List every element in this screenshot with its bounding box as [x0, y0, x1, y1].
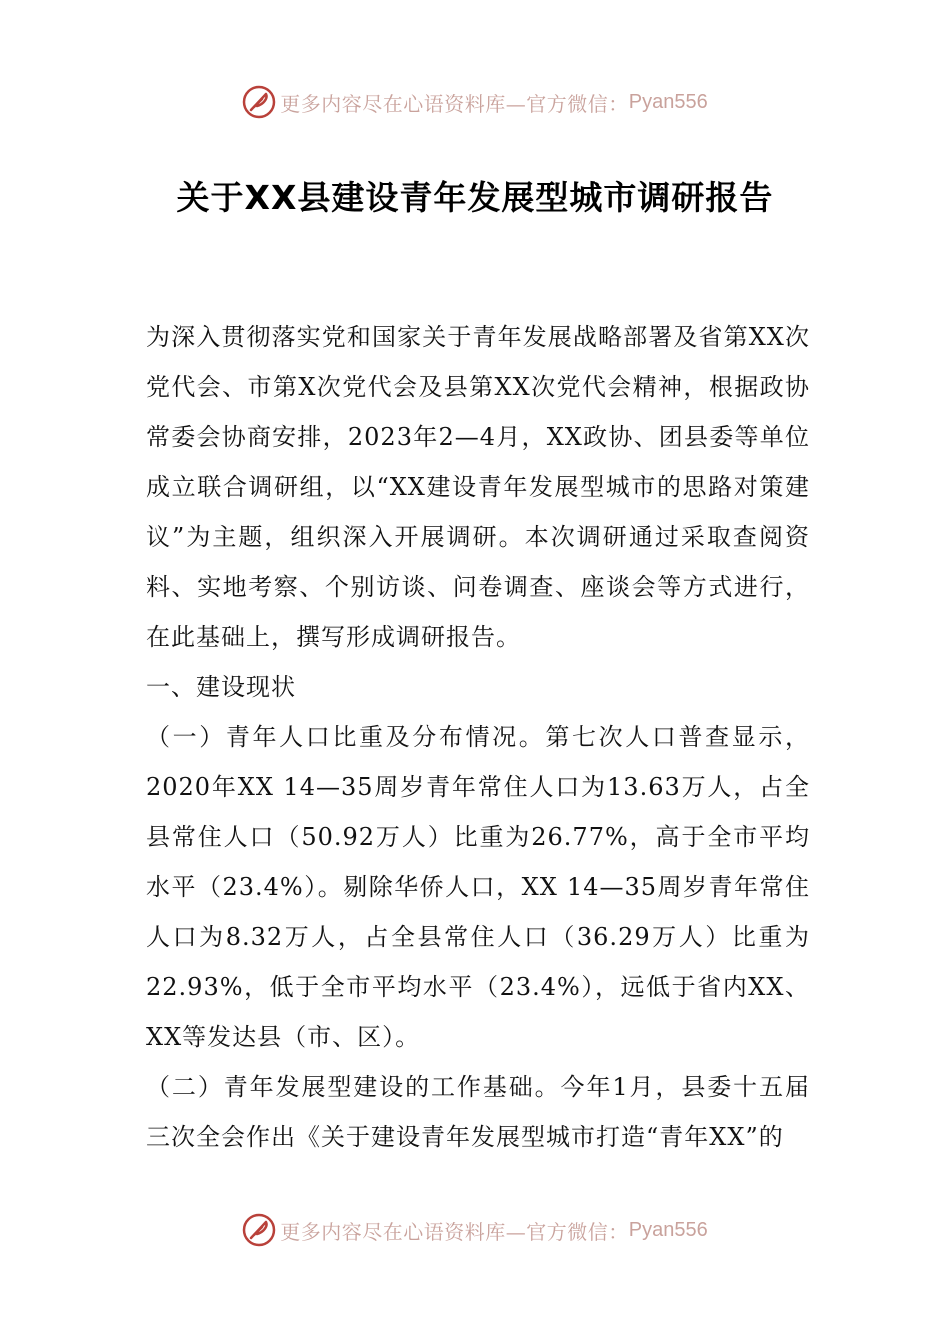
watermark-wechat-id: Pyan556	[628, 90, 708, 113]
watermark-top	[0, 82, 950, 122]
paragraph-population: （一）青年人口比重及分布情况。第七次人口普查显示，2020年XX 14—35周岁青年常住人口为13.63万人，占全县常住人口（50.92万人）比重为26.77%，高于全市平均水平（23.4%）。剔除华侨人口，XX 14—35周岁青年常住人口为8.32万人，占全县常住人口（36.29万人）比重为22.93%，低于全市平均水平（23.4%），远低于省内XX、XX等发达县（市、区）。	[146, 723, 810, 1051]
document-body	[146, 312, 810, 1162]
paragraph-intro: 为深入贯彻落实党和国家关于青年发展战略部署及省第XX次党代会、市第X次党代会及县第XX次党代会精神，根据政协常委会协商安排，2023年2—4月，XX政协、团县委等单位成立联合调研组，以“XX建设青年发展型城市的思路对策建议”为主题，组织深入开展调研。本次调研通过采取查阅资料、实地考察、个别访谈、问卷调查、座谈会等方式进行，在此基础上，撰写形成调研报告。	[146, 323, 810, 651]
watermark-bottom	[0, 1210, 950, 1250]
document-title: 关于XX县建设青年发展型城市调研报告	[176, 178, 774, 217]
watermark-text: 更多内容尽在心语资料库—官方微信：	[280, 1219, 629, 1244]
paragraph-foundation: （二）青年发展型建设的工作基础。今年1月，县委十五届三次全会作出《关于建设青年发展型城市打造“青年XX”的	[146, 1073, 810, 1151]
watermark-text: 更多内容尽在心语资料库—官方微信：	[280, 91, 629, 116]
quill-logo-icon	[242, 85, 276, 119]
watermark-wechat-id: Pyan556	[628, 1218, 708, 1241]
section-heading: 一、建设现状	[146, 673, 296, 701]
quill-logo-icon	[242, 1213, 276, 1247]
